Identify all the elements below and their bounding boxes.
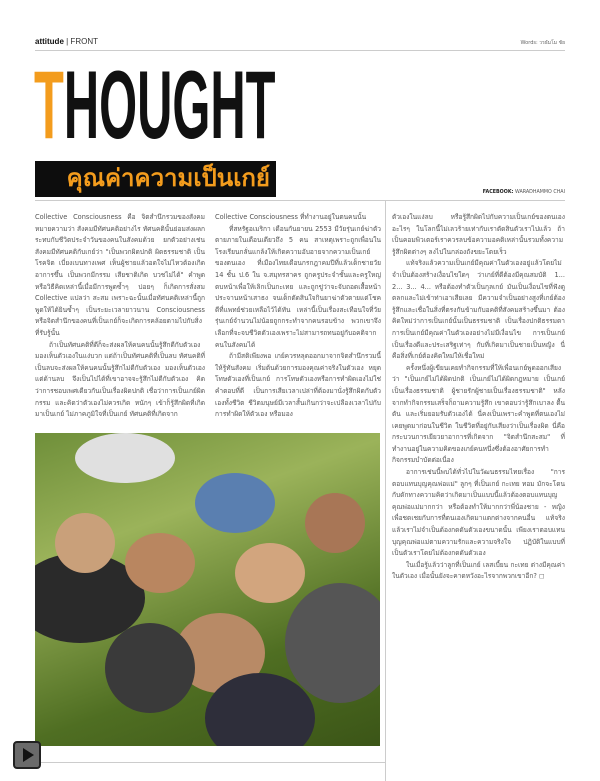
section-name: attitude bbox=[35, 37, 64, 46]
paragraph: ตัวเองในแง่ลบ หรือรู้สึกผิดไปกับความเป็นเกย์ของตนเอง อะไรๆ ในโลกนี้ไม่เลวร้ายเท่ากับเราตัดสินตัวเราไปแล้ว ถ้าเป็นคอมพิวเตอร์เราควรลบข้อความอคติเหล่านั้นรวมทั้งความรู้สึกผิดต่างๆ ลงไปในกล่องถังขยะโดยเร็ว bbox=[392, 213, 565, 256]
facebook-label: FACEBOOK: bbox=[482, 190, 514, 195]
paragraph: Collective Consciousness คือ จิตสำนึกรวมของสังคม หมายความว่า สังคมมีทัศนคติอย่างไร ทัศนคตินั้นย่อมส่งผลกระทบกับชีวิตประจำวันของคนในสังคมด้วย ยกตัวอย่างเช่น สังคมมีทัศนคติกับเกย์ว่า "เป็นพวกผิดปกติ ผิดธรรมชาติ เป็นโรคจิต เบี่ยงเบนทางเพศ เห็นผู้ชายแล้วอดใจไม่ไหวต้องเกิดอาการขึ้น เป็นพวกมีกรรม เสียชาติเกิด บวชไม่ได้" คำพูดหรือวิธีคิดเหล่านี้เมื่อมีการพูดซ้ำๆ บ่อยๆ ก็เกิดการสั่งสม Collective แปลว่า สะสม เพราะฉะนั้นเมื่อทัศนคติเหล่านี้ถูกพูดให้ได้ยินซ้ำๆ เป็นระยะเวลายาวนาน Consciousness หรือจิตสำนึกของคนที่เป็นเกย์ก็จะเกิดการคล้อยตามไปกับสิ่งที่รับรู้นั้น bbox=[35, 213, 205, 337]
paragraph: ในเมื่อรู้แล้วว่าลูกที่เป็นเกย์ เลสเบี้ยน กะเทย ต่างมีคุณค่าในตัวเอง เมื่อนั้นยังจะคาดหวังอะไรจากพวกเขาอีก? ◻ bbox=[392, 560, 565, 581]
subsection-name: | FRONT bbox=[66, 37, 98, 46]
article-column-1 bbox=[35, 212, 205, 432]
play-button[interactable] bbox=[13, 741, 41, 769]
section-label bbox=[35, 37, 98, 46]
column-divider bbox=[385, 200, 386, 781]
article-column-2 bbox=[215, 212, 381, 430]
photo-shape bbox=[105, 623, 195, 713]
paragraph: ถ้ามีสติเพียงพอ เกย์ควรหลุดออกมาจากจิตสำนึกรวมนี้ให้รู้ทันสังคม เริ่มต้นด้วยการมองคุณค่าจริงในตัวเอง หยุดโทษตัวเองที่เป็นเกย์ การโทษตัวเองหรือการทำผิดเองไม่ใช่คำตอบที่ดี เป็นการเสียเวลาเปล่าที่ต้องมานั่งรู้สึกผิดกับตัวเองทั้งชีวิต ชีวิตมนุษย์มีเวลาสั้นเกินกว่าจะเปลืองเวลาไปกับการทำผิดให้ตัวเอง หรือมอง bbox=[215, 352, 381, 419]
article-column-3 bbox=[392, 212, 565, 752]
paragraph: แท้จริงแล้วความเป็นเกย์มีคุณค่าในตัวเองอยู่แล้วโดยไม่จำเป็นต้องสร้างเงื่อนไขใดๆ ว่าเกย์ที่ดีต้องมีคุณสมบัติ 1... 2... 3... 4... หรือต้องทำตัวเป็นกุลเกย์ มันเป็นเงื่อนไขที่ฟังดูตลกและไม่เข้าท่าเอาเสียเลย มีความจำเป็นอย่างสูงที่เกย์ต้องรู้สึกและเชื่อในสิ่งที่ตรงกันข้ามกับอคติที่สังคมสร้างขึ้นมา ต้องคิดใหม่ว่าการเป็นเกย์นั้นเป็นธรรมชาติ เป็นเรื่องปกติธรรมดา การเป็นเกย์มีคุณค่าในตัวเองอย่างไม่มีเงื่อนไข การเป็นเกย์เป็นเรื่องดีและประเสริฐเท่าๆ กับที่เกิดมาเป็นชายเป็นหญิง นี่คือสิ่งที่เกย์ต้องคิดใหม่ให้เชื่อใหม่ bbox=[392, 259, 565, 361]
title-rest: HOUGHT bbox=[63, 50, 276, 159]
paragraph: ครั้งหนึ่งผู้เขียนเคยทำกิจกรรมที่ให้เพื่อนเกย์พูดออกเสียงว่า "เป็นเกย์ไม่ได้ผิดปกติ เป็นเกย์ไม่ได้ผิดกฎหมาย เป็นเกย์เป็นเรื่องธรรมชาติ ผู้ชายรักผู้ชายเป็นเรื่องธรรมชาติ" หลังจากทำกิจกรรมเสร็จก็ถามความรู้สึก เขาตอบว่ารู้สึกเบาลง ตื้นตัน และเริ่มยอมรับตัวเองได้ นี่คงเป็นเพราะคำพูดที่ตนเองไม่เคยพูดมาก่อนในชีวิต ในชีวิตที่อยู่กับเสียงว่าเป็นเรื่องผิด นี่คือกระบวนการเยียวยาอาการที่เกิดจาก "จิตสำนึกสะสม" ที่ทำงานอยู่ในความคิดของเกย์คนหนึ่งซึ่งต้องอาศัยการทำกิจกรรมบำบัดต่อเนื่อง bbox=[392, 363, 565, 465]
byline: Words: วรธัมโม ชัย bbox=[520, 40, 565, 46]
photo-shape bbox=[75, 433, 175, 483]
photo-shape bbox=[305, 493, 365, 553]
photo-shape bbox=[55, 513, 115, 573]
subtitle-bar bbox=[35, 161, 276, 197]
paragraph: ถ้าเป็นทัศนคติที่ดีก็จะส่งผลให้คนคนนั้นรู้สึกดีกับตัวเอง มองเห็นตัวเองในแง่บวก แต่ถ้าเป็นทัศนคติที่เป็นลบ ทัศนคติที่เป็นลบจะส่งผลให้คนคนนั้นรู้สึกไม่ดีกับตัวเอง มองเห็นตัวเองแต่ด้านลบ จึงเป็นไปได้ที่เขาอาจจะรู้สึกไม่ดีกับตัวเอง คิดว่าการชอบเพศเดียวกันเป็นเรื่องผิดปกติ เชื่อว่าการเป็นเกย์ผิดกรรม และคิดว่าตัวเองไม่ควรเกิด หนักๆ เข้าก็รู้สึกผิดที่เกิดมาเป็นเกย์ ไม่ภาคภูมิใจที่เป็นเกย์ ทัศนคติที่เกิดจาก bbox=[35, 340, 205, 419]
photo-shape bbox=[125, 533, 195, 593]
subtitle: คุณค่าความเป็นเกย์ bbox=[66, 164, 270, 192]
group-photo bbox=[35, 433, 380, 746]
paragraph: Collective Consciousness ที่ทำงานอยู่ในตนคนนั้น bbox=[215, 213, 367, 221]
footer-divider bbox=[35, 762, 385, 763]
page-title bbox=[34, 49, 275, 160]
title-divider bbox=[35, 200, 565, 201]
photo-shape bbox=[195, 473, 275, 533]
photo-shape bbox=[285, 583, 380, 703]
photo-shape bbox=[235, 543, 305, 603]
facebook-credit bbox=[483, 190, 565, 196]
paragraph: อาการเช่นนี้พบได้ทั่วไปในวัฒนธรรมไทยเรื่อง "การตอบแทนบุญคุณพ่อแม่" ลูกๆ ที่เป็นเกย์ กะเทย ทอม มักจะโดนกับดักทางความคิดว่าเกิดมาเป็นแบบนี้แล้วต้องตอบแทนบุญคุณพ่อแม่มากกว่า หรือต้องทำให้มากกว่าพี่น้องชาย - หญิงเพื่อชดเชยกับการที่ตนเองเกิดมาแตกต่างจากคนอื่น แท้จริงแล้วเราไม่จำเป็นต้องกดดันตัวเองขนาดนั้น เพียงเราตอบแทนบุญคุณพ่อแม่ตามความรักและความจริงใจ ปฏิบัติในแบบที่เป็นตัวเราโดยไม่ต้องกดดันตัวเอง bbox=[392, 468, 565, 558]
title-initial: T bbox=[34, 50, 64, 159]
paragraph: ที่สหรัฐอเมริกา เดือนกันยายน 2553 มีวัยรุ่นเกย์ฆ่าตัวตายภายในเดือนเดียวถึง 5 คน สาเหตุเพราะถูกเพื่อนในโรงเรียนกลั่นแกล้งให้เกิดความอับอายจากความเป็นเกย์ของตนเอง ที่เมืองไทยเดือนกรกฎาคมปีที่แล้วเด็กชายวัย 14 ชั้น ป.6 ใน จ.สมุทรสาคร ถูกครูประจำชั้นและครูใหญ่ตบหน้าเพื่อให้เลิกเป็นกะเทย และถูกขู่ว่าจะจับถอดเสื้อหน้าประจานหน้าเสาธง จนเด็กตัดสินใจกินยาฆ่าตัวตายแต่โชคดีที่แพทย์ช่วยเหลือไว้ได้ทัน เหล่านี้เป็นเรื่องสะเทือนใจที่วัยรุ่นเกย์จำนวนไม่น้อยถูกกระทำจากคนรอบข้าง พวกเขาจึงเลือกที่จะจบชีวิตตัวเองเพราะไม่สามารถทนอยู่กับอคติจากคนในสังคมได้ bbox=[215, 224, 381, 349]
facebook-name: WARADHAMMO CHAI bbox=[515, 190, 565, 195]
